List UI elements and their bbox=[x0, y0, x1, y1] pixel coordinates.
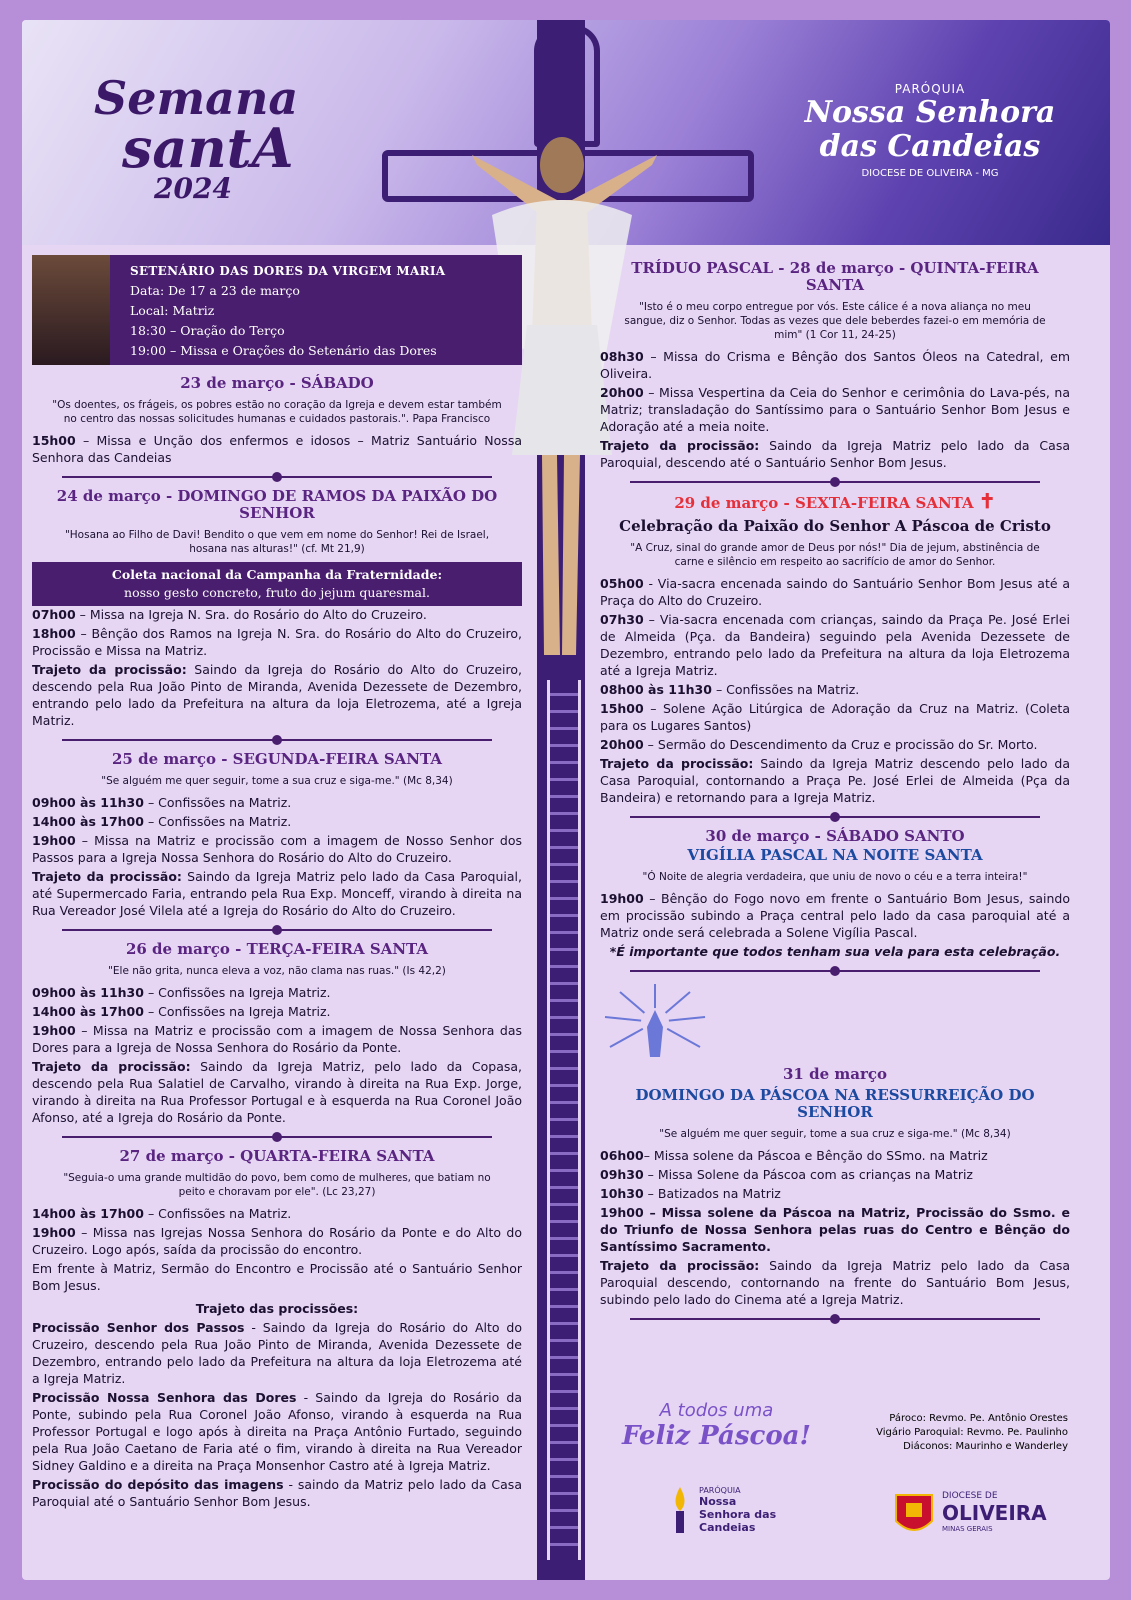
day-25-quote: "Se alguém me quer seguir, tome a sua cruz e siga-me." (Mc 8,34) bbox=[101, 775, 453, 787]
schedule-item: 14h00 às 17h00 – Confissões na Matriz. bbox=[32, 814, 292, 829]
clergy-line: Pároco: Revmo. Pe. Antônio Orestes bbox=[889, 1413, 1068, 1424]
trajetos-title: Trajeto das procissões: bbox=[195, 1301, 359, 1316]
divider bbox=[630, 816, 1040, 818]
schedule-item: Trajeto da procissão: Saindo da Igreja Matriz pelo lado da Casa Paroquial, descendo até o Santuário Senhor Bom Jesus. bbox=[600, 438, 1070, 470]
day-23-title: 23 de março - SÁBADO bbox=[180, 374, 374, 392]
parish-label: PARÓQUIA bbox=[894, 82, 966, 96]
candle-note: *É importante que todos tenham sua vela para esta celebração. bbox=[609, 944, 1061, 959]
feliz-line-1: A todos uma bbox=[659, 1400, 774, 1421]
schedule-item: 09h00 às 11h30 – Confissões na Matriz. bbox=[32, 795, 292, 810]
schedule-item: 15h00 – Missa e Unção dos enfermos e idosos – Matriz Santuário Nossa Senhora das Candeias bbox=[32, 433, 522, 465]
day-29-quote: "A Cruz, sinal do grande amor de Deus por nós!" Dia de jejum, abstinência de carne e silêncio em respeito ao sacrifício de amor do Senhor. bbox=[630, 542, 1040, 568]
divider bbox=[630, 1318, 1040, 1320]
day-29-subtitle: Celebração da Paixão do Senhor A Páscoa de Cristo bbox=[619, 517, 1051, 535]
schedule-item: Trajeto da procissão: Saindo da Igreja Matriz pelo lado da Casa Paroquial, até Supermercado Faria, entrando pela Rua Exp. Monceff, virando à direita na Rua Vereador José Vilela até a Igreja do Rosário do Alto do Cruzeiro. bbox=[32, 869, 522, 918]
virgin-mary-image bbox=[32, 255, 110, 365]
candle-flame-icon bbox=[667, 1485, 693, 1535]
day-29-title: 29 de março - SEXTA-FEIRA SANTA ✝ bbox=[674, 489, 996, 513]
schedule-item: 19h00 – Missa nas Igrejas Nossa Senhora do Rosário da Ponte e do Alto do Cruzeiro. Logo após, saída da procissão do encontro. bbox=[32, 1225, 522, 1257]
schedule-item: 09h30 – Missa Solene da Páscoa com as crianças na Matriz bbox=[600, 1167, 973, 1182]
schedule-item: 06h00– Missa solene da Páscoa e Bênção do SSmo. na Matriz bbox=[600, 1148, 988, 1163]
day-28-title: TRÍDUO PASCAL - 28 de março - QUINTA-FEIRA SANTA bbox=[631, 259, 1039, 294]
coleta-subtitle: nosso gesto concreto, fruto do jejum quaresmal. bbox=[124, 585, 430, 600]
logo2-name: OLIVEIRA bbox=[942, 1501, 1047, 1525]
schedule-item: 19h00 – Missa na Matriz e procissão com a imagem de Nosso Senhor dos Passos para a Igreja Nossa Senhora do Rosário do Alto do Cruzeiro. bbox=[32, 833, 522, 865]
setenario-box bbox=[32, 255, 522, 365]
clergy-line: Diáconos: Maurinho e Wanderley bbox=[903, 1441, 1068, 1452]
schedule-item: Trajeto da procissão: Saindo da Igreja Matriz descendo pelo lado da Casa Paroquial, contornando a Praça Pe. José Erlei de Almeida (Pça da Bandeira) e retornando para a Igreja Matriz. bbox=[600, 756, 1070, 805]
logo2-label: DIOCESE DE bbox=[942, 1491, 998, 1501]
coleta-title: Coleta nacional da Campanha da Fraternidade: bbox=[111, 567, 443, 582]
logo-line-1: Semana bbox=[94, 71, 299, 125]
right-column bbox=[600, 260, 1070, 1330]
logo1-label: PARÓQUIA bbox=[699, 1486, 741, 1495]
schedule-item: 07h30 – Via-sacra encenada com crianças, saindo da Praça Pe. José Erlei de Almeida (Pça. da Bandeira) seguindo pela Avenida Dezessete de Dezembro, entrando pelo lado da Prefeitura na altura da loja Eletrozema até a Igreja Matriz. bbox=[600, 612, 1070, 678]
schedule-item: 14h00 às 17h00 – Confissões na Matriz. bbox=[32, 1206, 292, 1221]
logo-year: 2024 bbox=[154, 172, 232, 205]
day-30-title: 30 de março - SÁBADO SANTO bbox=[705, 827, 965, 845]
schedule-item: Trajeto da procissão: Saindo da Igreja do Rosário do Alto do Cruzeiro, descendo pela Rua João Pinto de Miranda, Avenida Dezessete de Dezembro, entrando pelo lado da Prefeitura na altura da loja Eletrozema, até a Igreja Matriz. bbox=[32, 662, 522, 728]
schedule-item: 19h00 – Missa na Matriz e procissão com a imagem de Nossa Senhora das Dores para a Igreja de Nossa Senhora do Rosário da Ponte. bbox=[32, 1023, 522, 1055]
schedule-item: 07h00 – Missa na Igreja N. Sra. do Rosário do Alto do Cruzeiro. bbox=[32, 607, 427, 622]
parish-name: Nossa Senhora das Candeias bbox=[804, 95, 1056, 164]
flyer-page bbox=[22, 20, 1110, 1580]
setenario-text bbox=[110, 255, 445, 365]
schedule-item: 20h00 – Sermão do Descendimento da Cruz e procissão do Sr. Morto. bbox=[600, 737, 1038, 752]
cross-pattern bbox=[547, 680, 581, 1560]
semana-santa-logo bbox=[94, 71, 299, 205]
day-25-title: 25 de março - SEGUNDA-FEIRA SANTA bbox=[112, 750, 442, 768]
divider bbox=[630, 970, 1040, 972]
schedule-item: 19h00 – Bênção do Fogo novo em frente o Santuário Bom Jesus, saindo em procissão subindo a Praça central pelo lado da casa paroquial até a Matriz onde será celebrada a Solene Vigília Pascal. bbox=[600, 891, 1070, 940]
schedule-item: 18h00 – Bênção dos Ramos na Igreja N. Sra. do Rosário do Alto do Cruzeiro, Procissão e Missa na Matriz. bbox=[32, 626, 522, 658]
schedule-item: 15h00 – Solene Ação Litúrgica de Adoração da Cruz na Matriz. (Coleta para os Lugares Santos) bbox=[600, 701, 1070, 733]
feliz-line-2: Feliz Páscoa! bbox=[622, 1421, 811, 1451]
logo-line-2: santA bbox=[122, 116, 294, 180]
clergy-line: Vigário Paroquial: Revmo. Pe. Paulinho bbox=[876, 1427, 1068, 1438]
diocese-logo bbox=[892, 1485, 1047, 1539]
schedule-item: 08h30 – Missa do Crisma e Bênção dos Santos Óleos na Catedral, em Oliveira. bbox=[600, 349, 1070, 381]
schedule-item: 09h00 às 11h30 – Confissões na Igreja Matriz. bbox=[32, 985, 331, 1000]
setenario-line: 18:30 – Oração do Terço bbox=[130, 323, 285, 338]
clergy-list bbox=[876, 1412, 1068, 1454]
setenario-line: Data: De 17 a 23 de março bbox=[130, 283, 300, 298]
diocese-label: DIOCESE DE OLIVEIRA - MG bbox=[861, 168, 999, 179]
schedule-item: 08h00 às 11h30 – Confissões na Matriz. bbox=[600, 682, 860, 697]
feliz-pascoa bbox=[622, 1400, 811, 1451]
parish-title bbox=[790, 82, 1070, 179]
day-30-subtitle: VIGÍLIA PASCAL NA NOITE SANTA bbox=[687, 846, 983, 864]
day-31-subtitle: DOMINGO DA PÁSCOA NA RESSURREIÇÃO DO SENHOR bbox=[635, 1086, 1035, 1121]
logo2-sub: MINAS GERAIS bbox=[942, 1525, 993, 1533]
schedule-item: Trajeto da procissão: Saindo da Igreja Matriz, pelo lado da Copasa, descendo pela Rua Salatiel de Carvalho, virando à direita na Rua Exp. Jorge, virando à direita na Rua Professor Portugal e à esquerda na Rua Coronel João Afonso, até a Igreja do Rosário da Ponte. bbox=[32, 1059, 522, 1125]
schedule-item: Em frente à Matriz, Sermão do Encontro e Procissão até o Santuário Senhor Bom Jesus. bbox=[32, 1261, 522, 1293]
day-24-quote: "Hosana ao Filho de Davi! Bendito o que vem em nome do Senhor! Rei de Israel, hosana nas alturas!" (cf. Mt 21,9) bbox=[64, 529, 490, 555]
schedule-item: 10h30 – Batizados na Matriz bbox=[600, 1186, 781, 1201]
trajeto-item: Procissão do depósito das imagens - saindo da Matriz pelo lado da Casa Paroquial até o Santuário Senhor Bom Jesus. bbox=[32, 1477, 522, 1509]
schedule-item: 20h00 – Missa Vespertina da Ceia do Senhor e cerimônia do Lava-pés, na Matriz; transladação do Santíssimo para o Santuário Senhor Bom Jesus e Adoração até a meia noite. bbox=[600, 385, 1070, 434]
logo1-name: Nossa Senhora das Candeias bbox=[699, 1495, 777, 1534]
schedule-item: 19h00 – Missa solene da Páscoa na Matriz, Procissão do Ssmo. e do Triunfo de Nossa Senhora pelas ruas do Centro e Bênção do Santíssimo Sacramento. bbox=[600, 1205, 1070, 1254]
trajeto-item: Procissão Nossa Senhora das Dores - Saindo da Igreja do Rosário da Ponte, subindo pela Rua Coronel João Afonso, virando à esquerda na Rua Professor Portugal e logo após à direita na Praça Antônio Furtado, seguindo pela Rua João Caetano de Faria até o fim, virando à direita na Rua Vereador Sidney Galdino e a direita na Praça Monsenhor Castro até à Igreja Matriz. bbox=[32, 1390, 522, 1473]
divider bbox=[62, 739, 492, 741]
day-28-quote: "Isto é o meu corpo entregue por vós. Este cálice é a nova aliança no meu sangue, diz o Senhor. Todas as vezes que dele beberdes fazei-o em memória de mim" (1 Cor 11, 24-25) bbox=[624, 301, 1046, 341]
setenario-title: SETENÁRIO DAS DORES DA VIRGEM MARIA bbox=[130, 264, 446, 278]
divider bbox=[630, 481, 1040, 483]
day-27-quote: "Seguia-o uma grande multidão do povo, bem como de mulheres, que batiam no peito e choravam por ele". (Lc 23,27) bbox=[63, 1172, 491, 1198]
day-23-quote: "Os doentes, os frágeis, os pobres estão no coração da Igreja e devem estar também no centro das nossas solicitudes humanas e cuidados pastorais.". Papa Francisco bbox=[52, 399, 502, 425]
day-31-title: 31 de março bbox=[783, 1065, 887, 1083]
day-26-quote: "Ele não grita, nunca eleva a voz, não clama nas ruas." (Is 42,2) bbox=[108, 965, 446, 977]
day-26-title: 26 de março - TERÇA-FEIRA SANTA bbox=[125, 940, 429, 958]
day-31-quote: "Se alguém me quer seguir, tome a sua cruz e siga-me." (Mc 8,34) bbox=[659, 1128, 1011, 1140]
schedule-item: 05h00 - Via-sacra encenada saindo do Santuário Senhor Bom Jesus até a Praça do Alto do Cruzeiro. bbox=[600, 576, 1070, 608]
setenario-line: Local: Matriz bbox=[130, 303, 215, 318]
risen-christ-icon bbox=[600, 982, 710, 1062]
day-30-quote: "Ó Noite de alegria verdadeira, que uniu de novo o céu e a terra inteira!" bbox=[642, 871, 1028, 883]
day-27-title: 27 de março - QUARTA-FEIRA SANTA bbox=[119, 1147, 435, 1165]
schedule-item: Trajeto da procissão: Saindo da Igreja Matriz pelo lado da Casa Paroquial descendo, contornando na frente do Santuário Bom Jesus, subindo pelo lado do Cinema até a Igreja Matriz. bbox=[600, 1258, 1070, 1307]
left-column bbox=[32, 255, 522, 1512]
divider bbox=[62, 1136, 492, 1138]
setenario-line: 19:00 – Missa e Orações do Setenário das Dores bbox=[130, 343, 437, 358]
divider bbox=[62, 476, 492, 478]
red-cross-icon: ✝ bbox=[978, 489, 996, 513]
trajeto-item: Procissão Senhor dos Passos - Saindo da Igreja do Rosário do Alto do Cruzeiro, descendo pela Rua João Pinto de Miranda, Avenida Dezessete de Dezembro, entrando pelo lado da Prefeitura na altura da loja Eletrozema até a Igreja Matriz. bbox=[32, 1320, 522, 1386]
schedule-item: 14h00 às 17h00 – Confissões na Igreja Matriz. bbox=[32, 1004, 331, 1019]
day-24-title: 24 de março - DOMINGO DE RAMOS DA PAIXÃO DO SENHOR bbox=[56, 487, 498, 522]
diocese-crest-icon bbox=[892, 1485, 936, 1539]
divider bbox=[62, 929, 492, 931]
parish-logo bbox=[667, 1485, 789, 1535]
coleta-banner bbox=[32, 562, 522, 606]
